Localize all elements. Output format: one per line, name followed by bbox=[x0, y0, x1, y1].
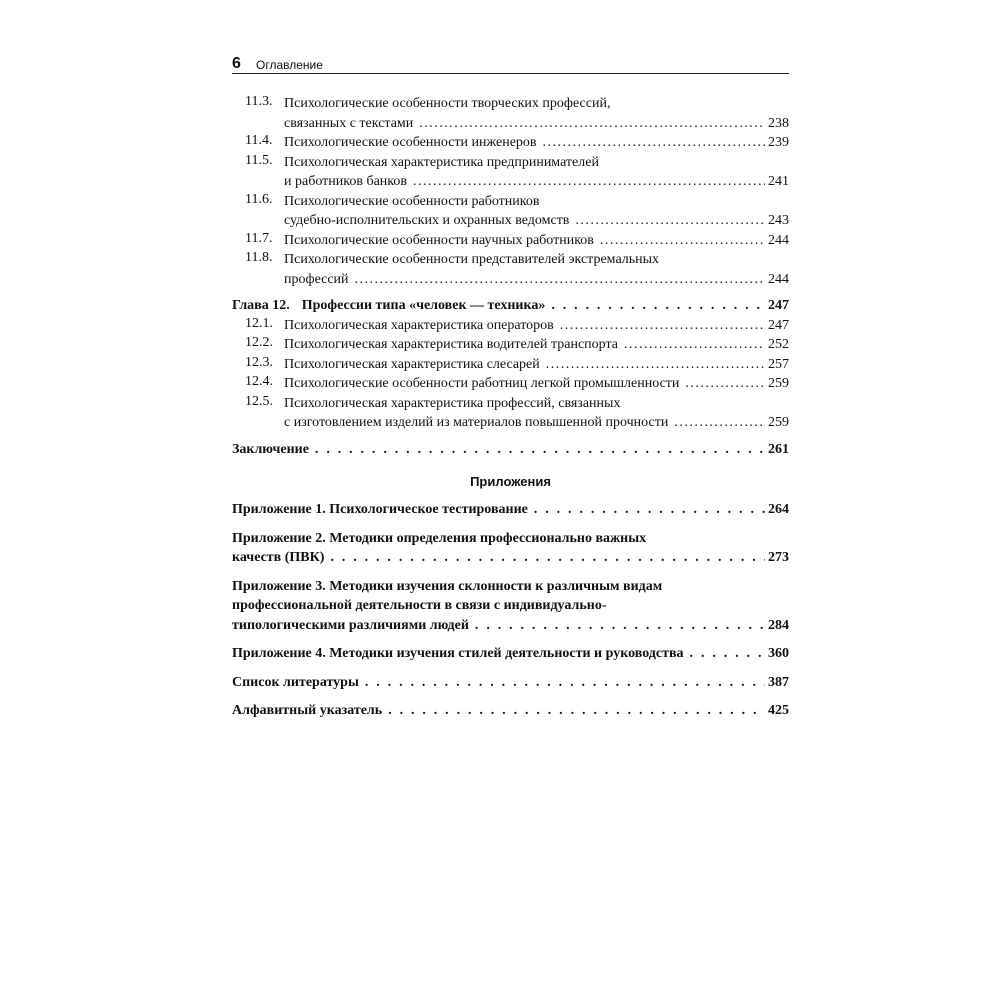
toc-entry-12-2[interactable] bbox=[232, 335, 789, 355]
toc-entry-page: 247 bbox=[768, 317, 789, 333]
toc-conclusion[interactable] bbox=[232, 440, 789, 460]
dot-leader bbox=[388, 701, 765, 721]
table-of-contents bbox=[232, 94, 789, 721]
toc-literature[interactable] bbox=[232, 673, 789, 693]
chapter-title: Профессии типа «человек — техника» bbox=[301, 298, 546, 313]
toc-entry-title-line: Список литературы bbox=[232, 674, 359, 690]
dot-leader bbox=[546, 355, 765, 375]
toc-entry-number: 11.4. bbox=[245, 133, 273, 148]
dot-leader bbox=[534, 500, 765, 520]
toc-entry-page: 252 bbox=[768, 337, 789, 352]
dot-leader bbox=[419, 114, 765, 134]
toc-entry-number: 12.1. bbox=[245, 315, 273, 331]
toc-entry-title-line: Заключение bbox=[232, 441, 309, 457]
toc-entry-title-line: Психологические особенности работниц легкой промышленности bbox=[284, 376, 680, 391]
toc-entry-title-line: Психологическая характеристика слесарей bbox=[284, 356, 540, 372]
toc-entry-number: 11.7. bbox=[245, 230, 273, 246]
toc-entry-page: 243 bbox=[768, 213, 789, 228]
toc-entry-number: 12.4. bbox=[245, 374, 273, 389]
toc-entry-page: 247 bbox=[768, 298, 789, 313]
toc-entry-number: 11.6. bbox=[245, 191, 273, 207]
toc-entry-number: 12.5. bbox=[245, 393, 273, 409]
toc-entry-page: 264 bbox=[768, 502, 789, 517]
toc-entry-page: 239 bbox=[768, 135, 789, 150]
toc-entry-12-1[interactable] bbox=[232, 316, 789, 336]
toc-entry-title-line: Психологические особенности представителей экстремальных bbox=[284, 252, 660, 267]
dot-leader bbox=[543, 133, 765, 153]
toc-entry-page: 425 bbox=[768, 703, 789, 718]
toc-entry-title-line: Психологические особенности работников bbox=[284, 193, 540, 209]
toc-entry-number: 12.2. bbox=[245, 335, 273, 350]
dot-leader bbox=[315, 440, 765, 460]
dot-leader bbox=[365, 673, 765, 693]
toc-entry-title-line: Психологическая характеристика операторов bbox=[284, 317, 554, 333]
toc-entry-page: 259 bbox=[768, 376, 789, 391]
toc-entry-title-line: Алфавитный указатель bbox=[232, 703, 383, 718]
appendices-heading: Приложения bbox=[470, 474, 551, 489]
dot-leader bbox=[355, 270, 765, 290]
toc-entry-page: 284 bbox=[768, 617, 789, 633]
toc-entry-page: 257 bbox=[768, 356, 789, 372]
toc-entry-title-line: Психологические особенности научных работников bbox=[284, 232, 594, 248]
dot-leader bbox=[674, 413, 765, 433]
toc-entry-title-line: Психологическая характеристика предпринимателей bbox=[284, 154, 599, 170]
page-header bbox=[232, 54, 789, 74]
toc-entry-12-3[interactable] bbox=[232, 355, 789, 375]
toc-entry-11-5[interactable] bbox=[232, 153, 789, 192]
toc-entry-title-line: и работников банков bbox=[284, 174, 407, 189]
book-page bbox=[232, 54, 789, 721]
toc-entry-page: 360 bbox=[768, 646, 789, 661]
toc-entry-page: 387 bbox=[768, 674, 789, 690]
toc-entry-title-line: типологическими различиями людей bbox=[232, 617, 469, 633]
toc-entry-title-line: профессий bbox=[284, 271, 349, 287]
dot-leader bbox=[575, 211, 765, 231]
toc-entry-11-4[interactable] bbox=[232, 133, 789, 153]
dot-leader bbox=[551, 296, 765, 316]
toc-entry-title-line: Приложение 4. Методики изучения стилей деятельности и руководства bbox=[232, 646, 684, 661]
toc-entry-11-6[interactable] bbox=[232, 192, 789, 231]
toc-entry-title-line: Психологические особенности инженеров bbox=[284, 135, 537, 150]
toc-entry-title-line: Приложение 1. Психологическое тестирование bbox=[232, 502, 528, 517]
toc-entry-page: 244 bbox=[768, 232, 789, 248]
toc-entry-number: 11.8. bbox=[245, 250, 273, 265]
toc-entry-page: 261 bbox=[768, 441, 789, 457]
toc-entry-number: 12.3. bbox=[245, 354, 273, 370]
toc-entry-title-line: Психологические особенности творческих профессий, bbox=[284, 96, 611, 111]
dot-leader bbox=[690, 644, 765, 664]
dot-leader bbox=[330, 548, 765, 568]
toc-entry-title-line: судебно-исполнительских и охранных ведомств bbox=[284, 213, 570, 228]
dot-leader bbox=[600, 231, 765, 251]
toc-entry-page: 273 bbox=[768, 550, 789, 565]
chapter-label: Глава 12. bbox=[232, 298, 290, 313]
toc-appendix-1[interactable] bbox=[232, 500, 789, 520]
toc-entry-page: 241 bbox=[768, 174, 789, 189]
toc-entry-title-line: профессиональной деятельности в связи с индивидуально- bbox=[232, 598, 607, 613]
toc-entry-title-line: Приложение 2. Методики определения профессионально важных bbox=[232, 530, 647, 546]
toc-entry-page: 238 bbox=[768, 115, 789, 131]
toc-entry-title-line: связанных с текстами bbox=[284, 115, 414, 131]
toc-index[interactable] bbox=[232, 701, 789, 721]
toc-entry-12-4[interactable] bbox=[232, 374, 789, 394]
toc-appendix-3[interactable] bbox=[232, 577, 789, 636]
toc-entry-number: 11.5. bbox=[245, 152, 273, 168]
toc-entry-page: 259 bbox=[768, 415, 789, 430]
toc-entry-title-line: Приложение 3. Методики изучения склонности к различным видам bbox=[232, 578, 663, 594]
toc-entry-title-line: с изготовлением изделий из материалов повышенной прочности bbox=[284, 415, 669, 430]
toc-entry-title-line: Психологическая характеристика водителей транспорта bbox=[284, 337, 618, 352]
toc-entry-12-5[interactable] bbox=[232, 394, 789, 433]
toc-entry-title-line: Психологическая характеристика профессий, связанных bbox=[284, 395, 621, 411]
dot-leader bbox=[413, 172, 765, 192]
page-number: 6 bbox=[232, 55, 241, 72]
toc-appendix-4[interactable] bbox=[232, 644, 789, 664]
toc-entry-number: 11.3. bbox=[245, 94, 273, 109]
running-head: Оглавление bbox=[256, 58, 323, 72]
dot-leader bbox=[560, 316, 765, 336]
toc-chapter-12[interactable] bbox=[232, 296, 789, 316]
toc-appendix-2[interactable] bbox=[232, 529, 789, 568]
dot-leader bbox=[624, 335, 765, 355]
dot-leader bbox=[475, 616, 765, 636]
toc-entry-11-7[interactable] bbox=[232, 231, 789, 251]
dot-leader bbox=[685, 374, 765, 394]
toc-entry-11-8[interactable] bbox=[232, 250, 789, 289]
toc-entry-title-line: качеств (ПВК) bbox=[232, 550, 325, 565]
toc-entry-page: 244 bbox=[768, 271, 789, 287]
toc-entry-11-3[interactable] bbox=[232, 94, 789, 133]
